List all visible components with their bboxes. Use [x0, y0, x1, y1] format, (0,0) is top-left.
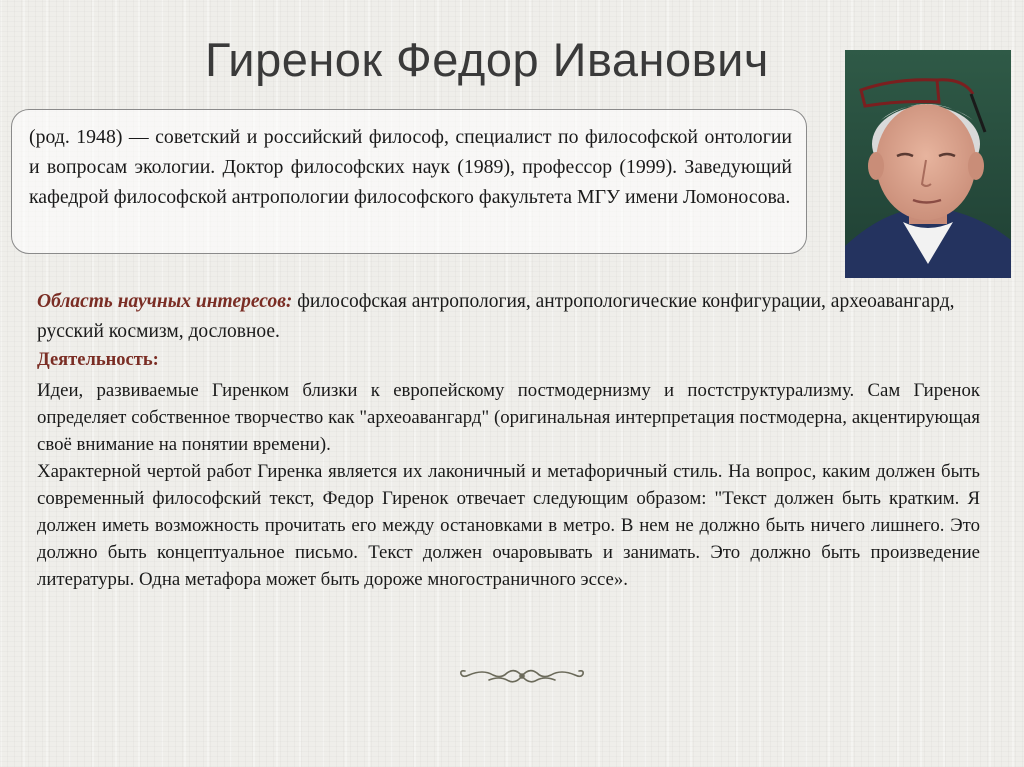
scroll-divider-ornament-icon: [455, 663, 589, 689]
activity-heading: Деятельность:: [37, 350, 159, 370]
interests-text: философская антропология, антропологические конфигурации, археоавангард, русский космизм, дословное.: [37, 291, 955, 342]
interests-block: [37, 287, 957, 347]
bio-text: (род. 1948) — советский и российский философ, специалист по философской онтологии и вопросам экологии. Доктор философских наук (1989), профессор (1999). Заведующий кафедрой философской антропологии философского факультета МГУ имени Ломоносова.: [29, 126, 792, 208]
activity-paragraph: Характерной чертой работ Гиренка является их лаконичный и метафоричный стиль. На вопрос, каким должен быть современный философский текст, Федор Гиренок отвечает следующим образом: "Текст должен быть кратким. Я должен иметь возможность прочитать его между остановками в метро. В нем не должно быть ничего лишнего. Это должно быть концептуальное письмо. Текст должен очаровывать и занимать. Это должно быть произведение литературы. Одна метафора может быть дороже многостраничного эссе».: [37, 461, 980, 590]
portrait-photo: [845, 50, 1011, 278]
slide-title: Гиренок Федор Иванович: [205, 33, 769, 86]
interests-label: Область научных интересов:: [37, 291, 293, 312]
activity-paragraph: Идеи, развиваемые Гиренком близки к европейскому постмодернизму и постструктурализму. Сам Гиренок определяет собственное творчество как "археоавангард" (оригинальная интерпретация постмодерна, акцентирующая своё внимание на понятии времени).: [37, 380, 980, 455]
activity-block: [37, 377, 980, 593]
bio-box: [11, 109, 807, 254]
portrait-illustration: [845, 50, 1011, 278]
